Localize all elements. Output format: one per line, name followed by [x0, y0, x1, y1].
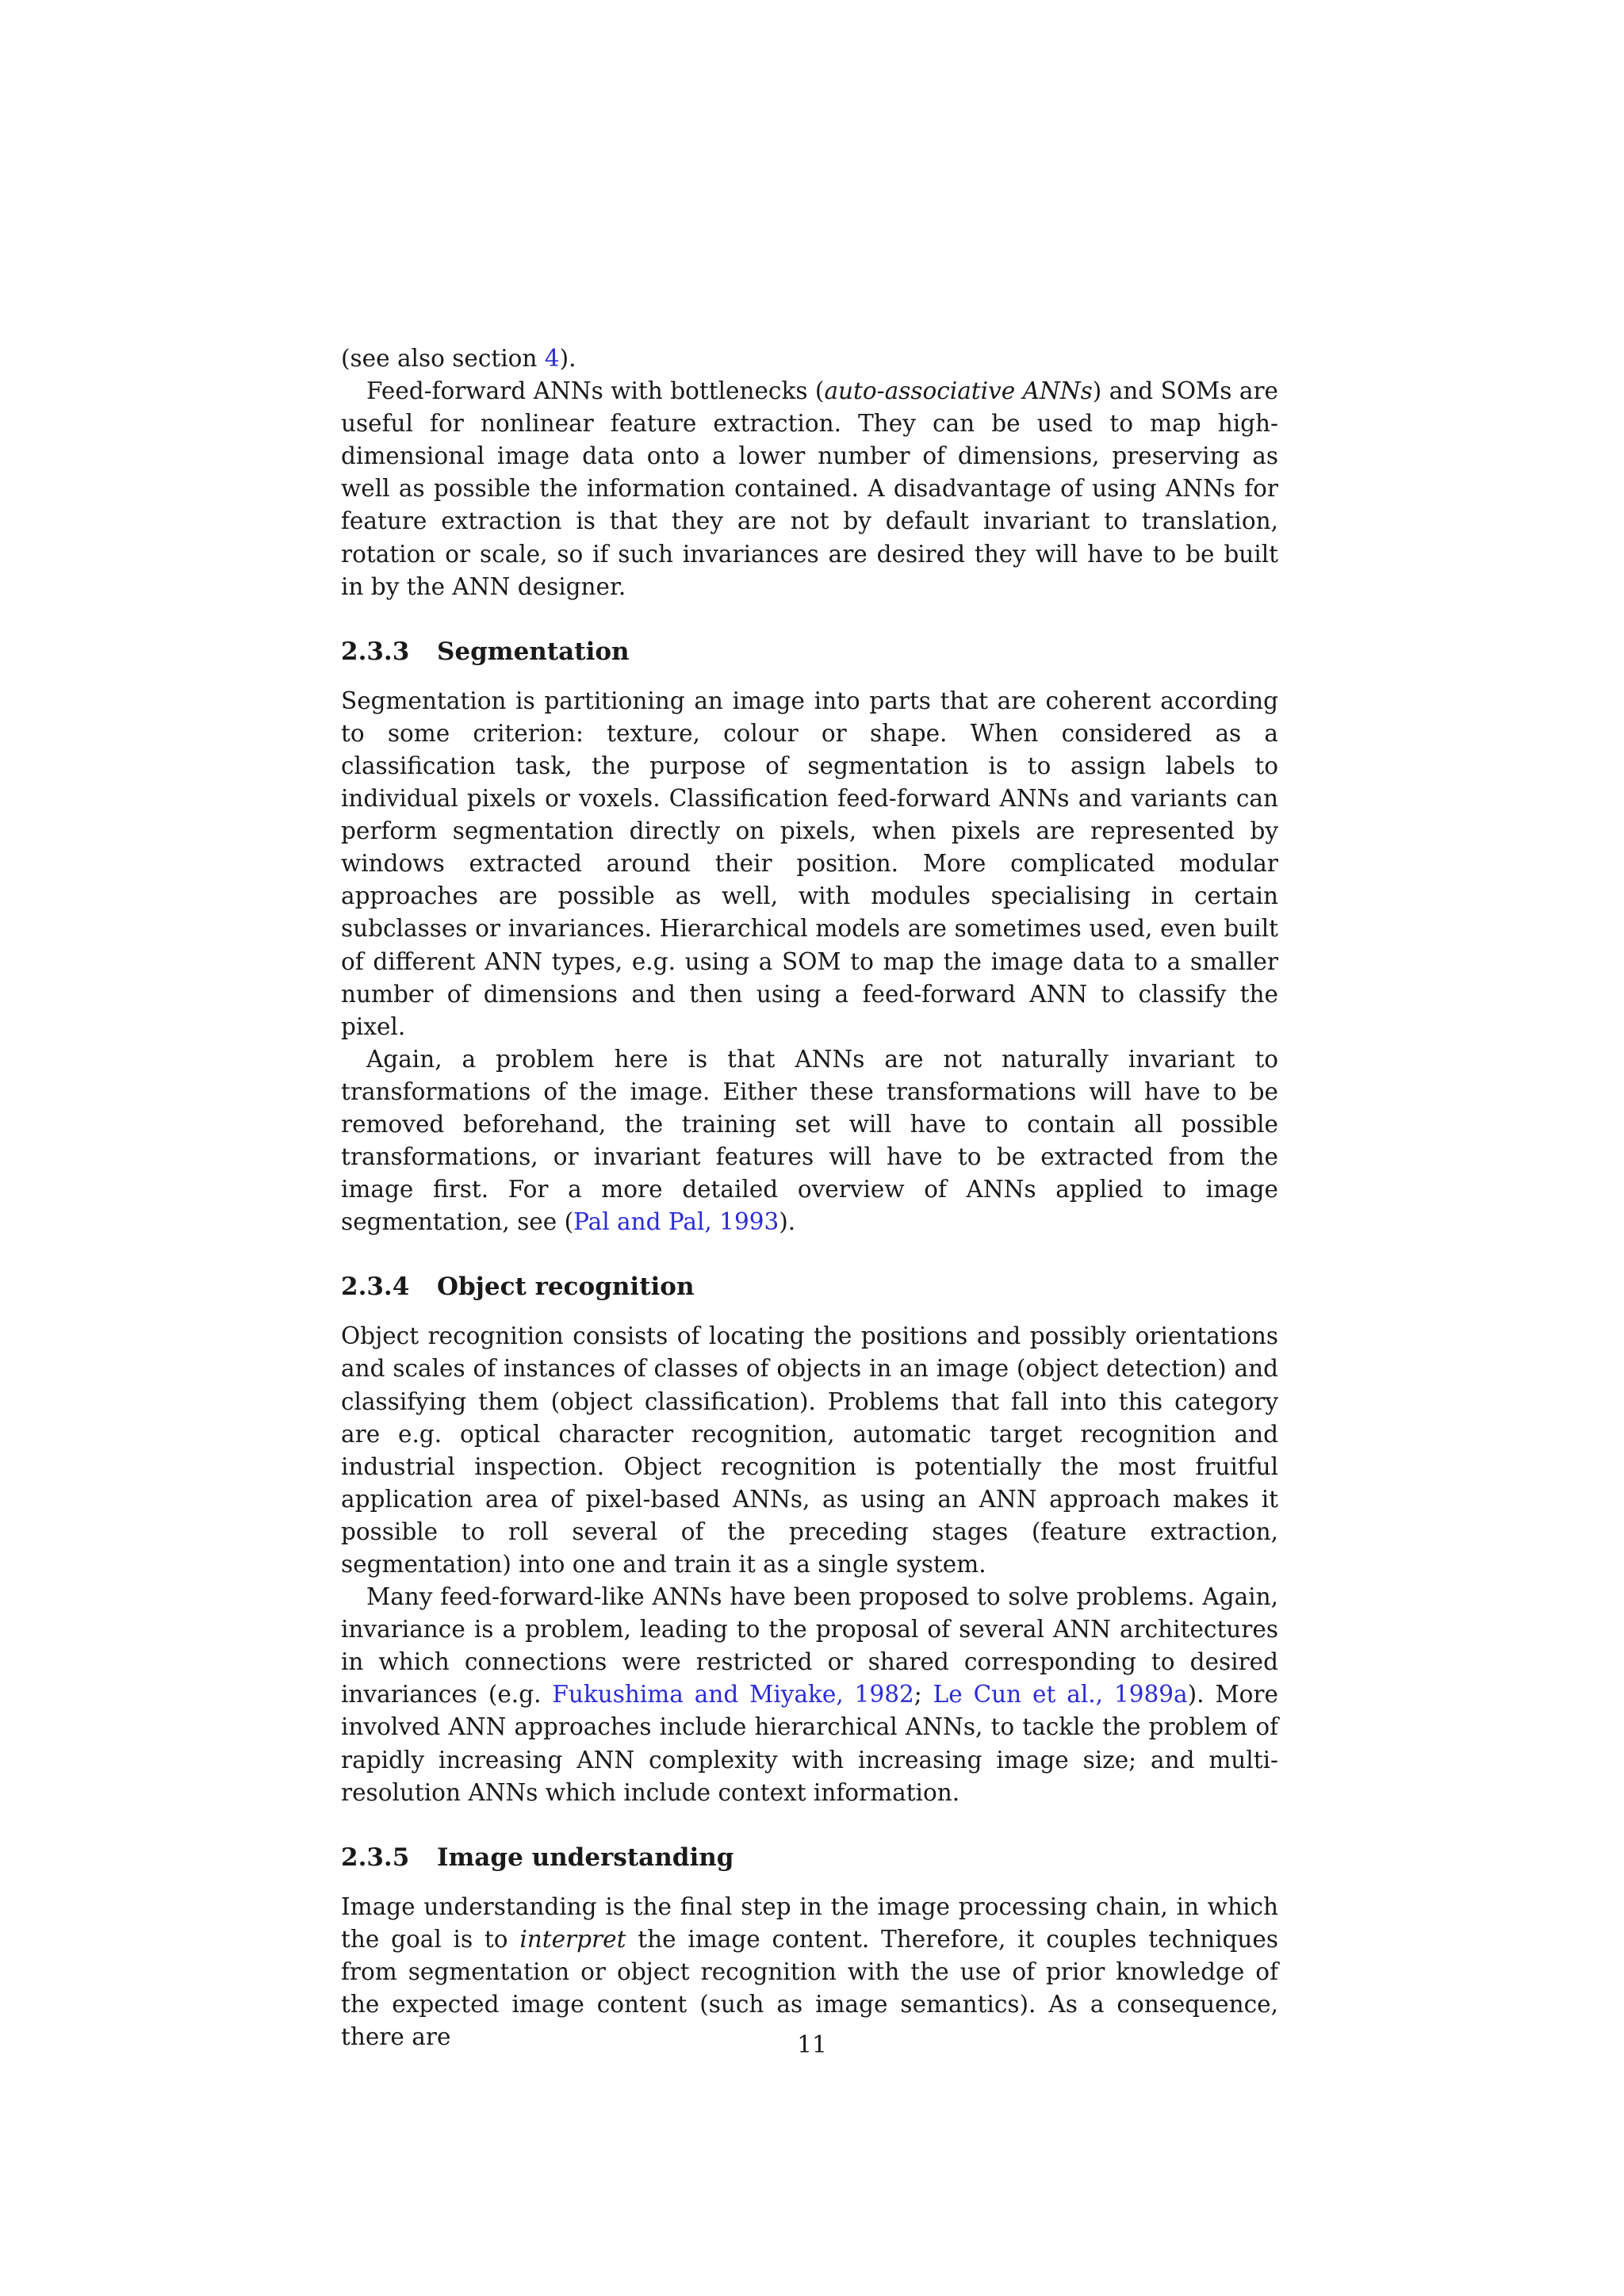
object-text-end: ). More involved ANN approaches include hierarchical ANNs, to tackle the problem of rapidly increasing ANN complexity with increasing image size; and multi-resolution ANNs which include context information.: [341, 1681, 1278, 1806]
intro-paragraph: [341, 342, 1278, 375]
section-number: 2.3.4: [341, 1272, 410, 1302]
object-recognition-paragraph-1: Object recognition consists of locating the positions and possibly orientations and scales of instances of classes of objects in an image (object detection) and classifying them (object classification). Problems that fall into this category are e.g. optical character recognition, automatic target recognition and industrial inspection. Object recognition is potentially the most fruitful application area of pixel-based ANNs, as using an ANN approach makes it possible to roll several of the preceding stages (feature extraction, segmentation) into one and train it as a single system.: [341, 1322, 1278, 1578]
object-recognition-paragraph-2: [341, 1581, 1278, 1809]
citation-separator: ;: [914, 1681, 933, 1709]
object-recognition-heading: [341, 1271, 1278, 1303]
segmentation-paragraph-2: [341, 1043, 1278, 1239]
object-text: Many feed-forward-like ANNs have been proposed to solve problems. Again, invariance is a problem, leading to the proposal of several ANN architectures in which connections were restricted or shared corresponding to desired invariances (e.g.: [341, 1583, 1278, 1709]
feature-extraction-paragraph: [341, 375, 1278, 603]
le-cun-citation-link[interactable]: Le Cun et al., 1989a: [933, 1681, 1188, 1709]
fukushima-citation-link[interactable]: Fukushima and Miyake, 1982: [552, 1681, 914, 1709]
image-understanding-heading: [341, 1842, 1278, 1874]
segmentation-text: Again, a problem here is that ANNs are not naturally invariant to transformations of the image. Either these transformations will have to be removed beforehand, the training set will have to contain all possible transformations, or invariant features will have to be extracted from the image first. For a more detailed overview of ANNs applied to image segmentation, see (: [341, 1045, 1278, 1236]
feature-text-2: ) and SOMs are useful for nonlinear feature extraction. They can be used to map high-dimensional image data onto a lower number of dimensions, preserving as well as possible the information contained. A disadvantage of using ANNs for feature extraction is that they are not by default invariant to translation, rotation or scale, so if such invariances are desired they will have to be built in by the ANN designer.: [341, 377, 1279, 600]
section-title: Image understanding: [437, 1843, 734, 1872]
understanding-text: Image understanding is the final step in the image processing chain, in which the goal is to: [341, 1892, 1278, 1953]
section-4-link[interactable]: 4: [544, 345, 560, 372]
intro-text: (see also section: [341, 345, 545, 372]
segmentation-heading: [341, 636, 1278, 668]
page-number: 11: [797, 2031, 827, 2058]
pal-and-pal-citation-link[interactable]: Pal and Pal, 1993: [573, 1208, 779, 1236]
intro-text-end: ).: [559, 345, 576, 372]
section-title: Object recognition: [437, 1272, 695, 1302]
auto-associative-emphasis: auto-associative ANNs: [824, 377, 1093, 405]
understanding-text-end: the image content. Therefore, it couples techniques from segmentation or object recognition with the use of prior knowledge of the expected image content (such as image semantics). As a consequence, there are: [341, 1925, 1278, 2051]
section-title: Segmentation: [437, 637, 630, 666]
section-number: 2.3.3: [341, 637, 410, 666]
feature-text-1: Feed-forward ANNs with bottlenecks (: [366, 377, 825, 405]
section-number: 2.3.5: [341, 1843, 410, 1872]
interpret-emphasis: interpret: [519, 1925, 626, 1953]
segmentation-text-end: ).: [779, 1208, 796, 1236]
page-body: [341, 342, 1278, 2053]
segmentation-paragraph-1: Segmentation is partitioning an image into parts that are coherent according to some criterion: texture, colour or shape. When considered as a classification task, the purpose of segmentation is to assign labels to individual pixels or voxels. Classification feed-forward ANNs and variants can perform segmentation directly on pixels, when pixels are represented by windows extracted around their position. More complicated modular approaches are possible as well, with modules specialising in certain subclasses or invariances. Hierarchical models are sometimes used, even built of different ANN types, e.g. using a SOM to map the image data to a smaller number of dimensions and then using a feed-forward ANN to classify the pixel.: [341, 687, 1278, 1040]
